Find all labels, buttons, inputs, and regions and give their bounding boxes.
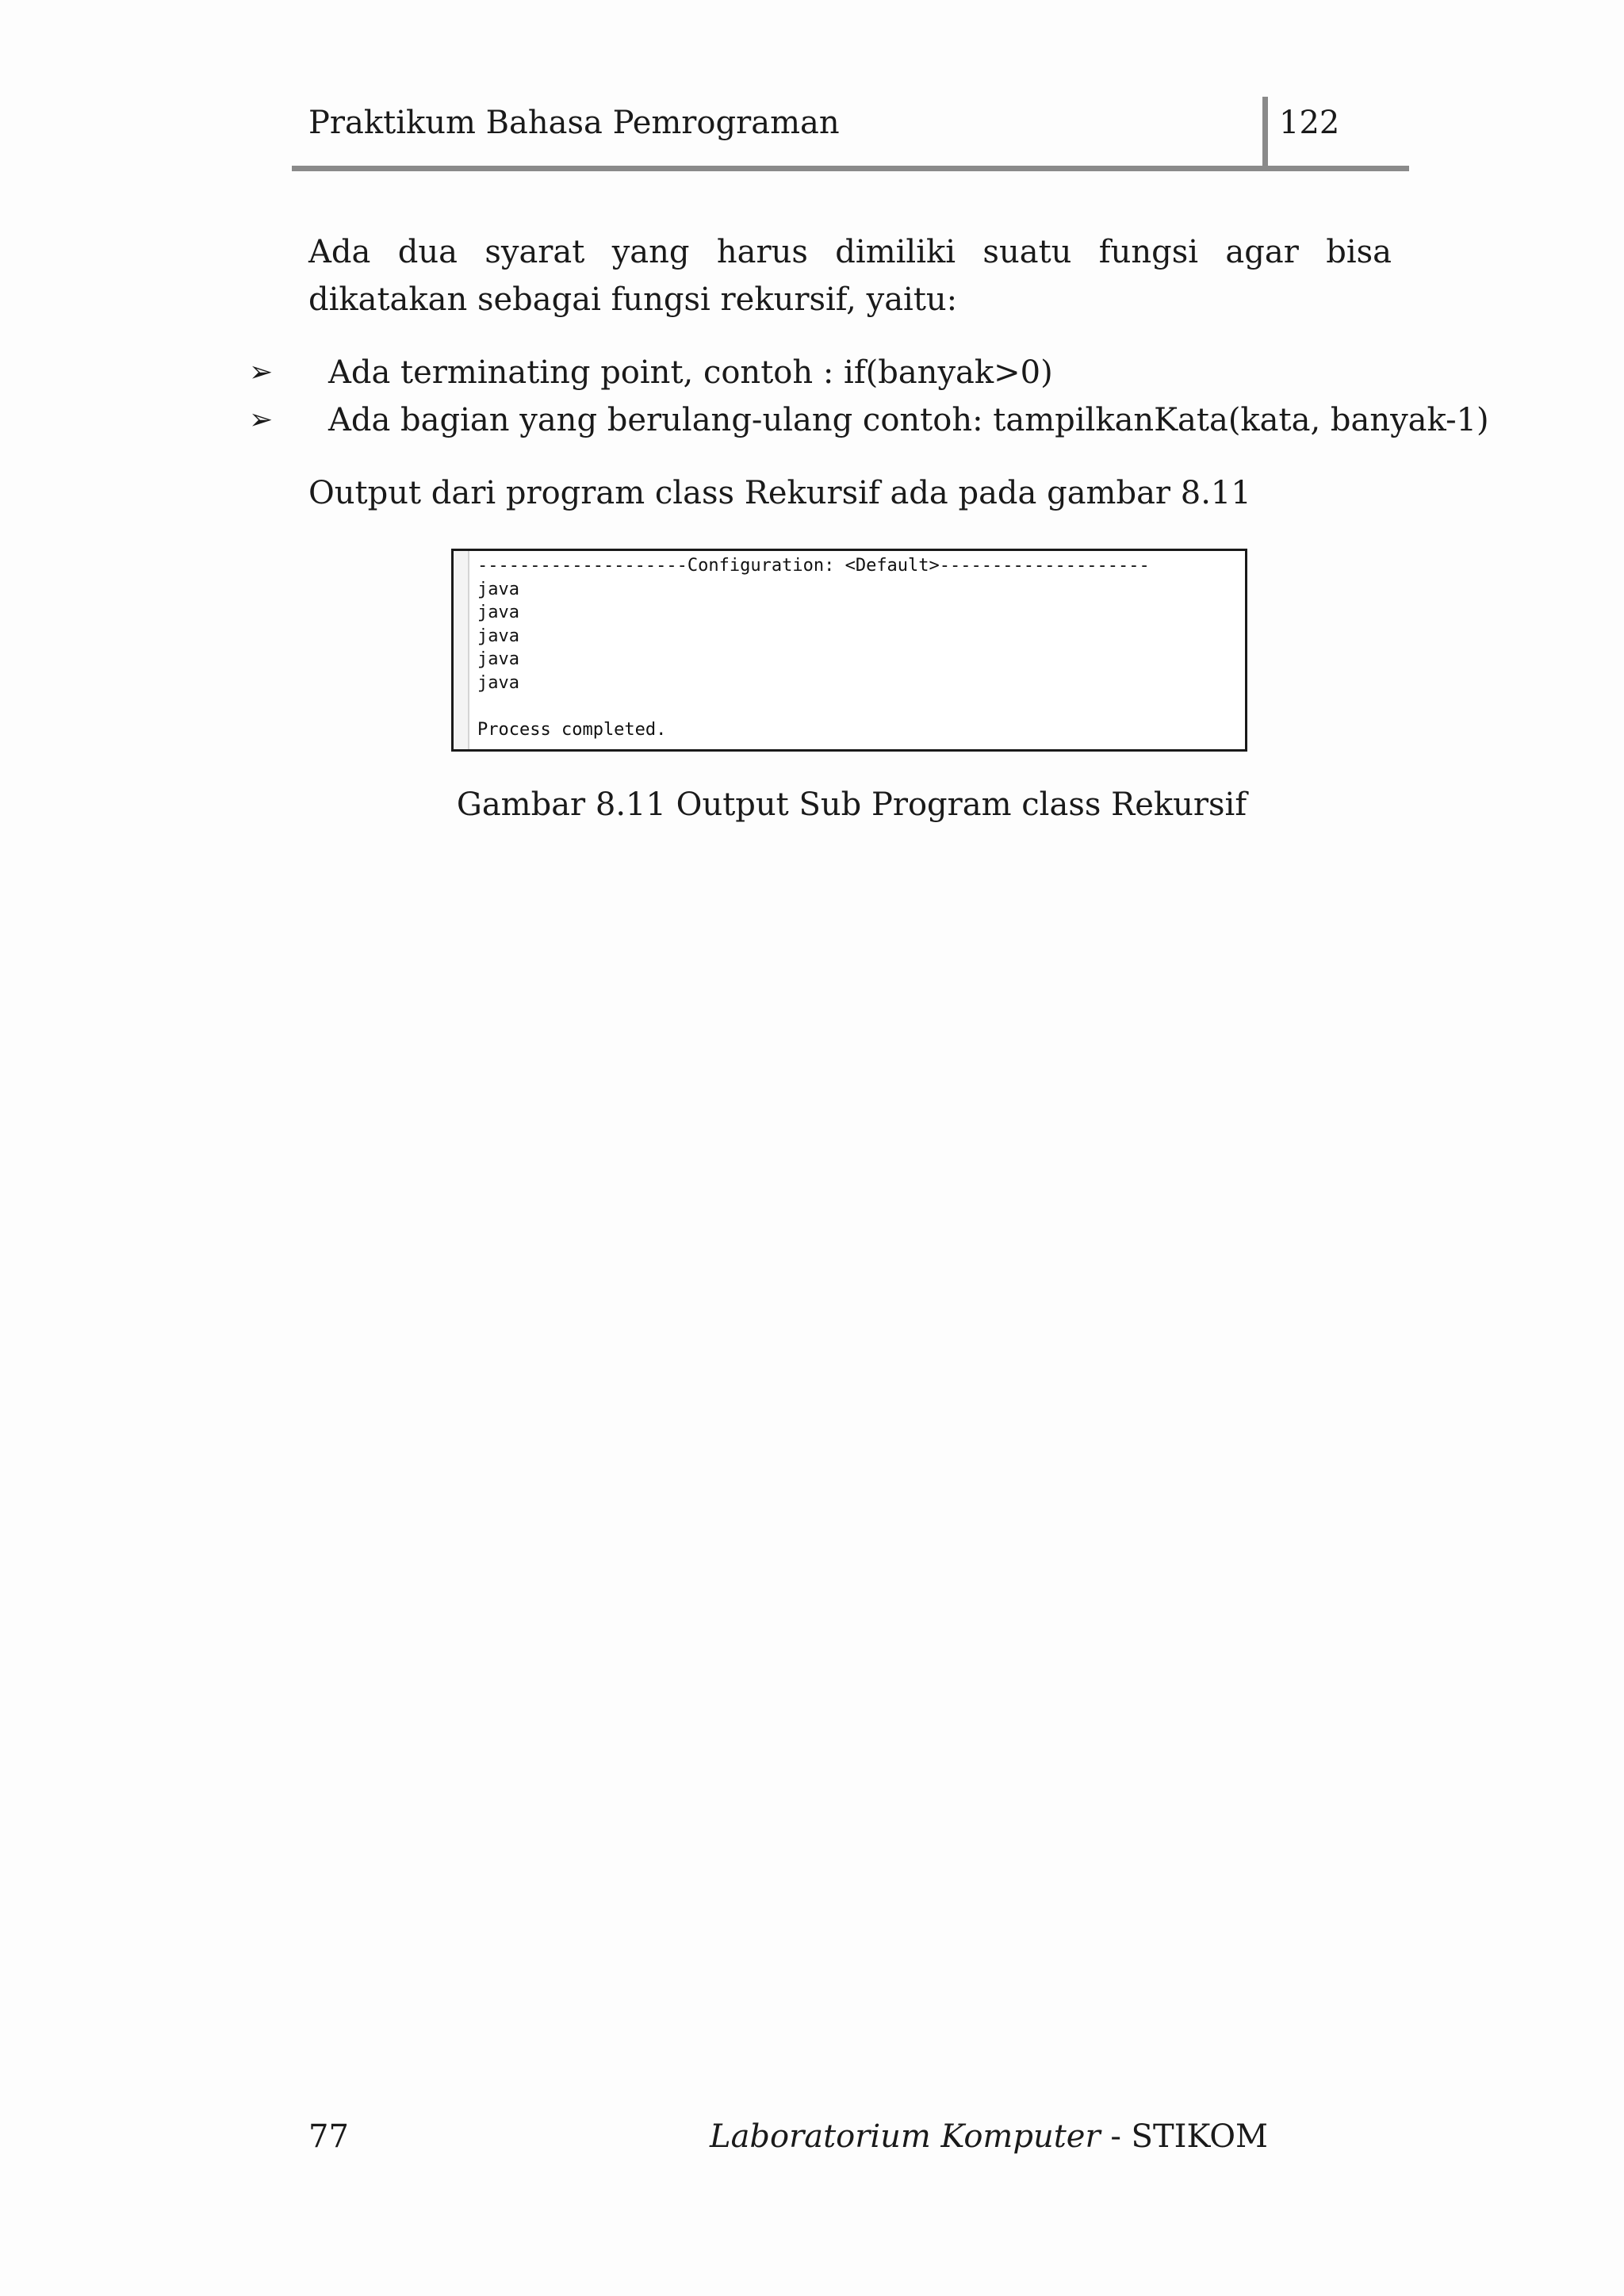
requirements-list xyxy=(249,349,1489,444)
intro-paragraph: Ada dua syarat yang harus dimiliki suatu fungsi agar bisa dikatakan sebagai fungsi rekursif, yaitu: xyxy=(308,234,1392,318)
arrow-bullet-icon: ➢ xyxy=(249,356,274,388)
console-gutter xyxy=(454,551,469,749)
footer-lab-rest: - STIKOM xyxy=(1100,2118,1268,2155)
running-header-title: Praktikum Bahasa Pemrograman xyxy=(308,105,840,141)
header-page-number: 122 xyxy=(1279,105,1340,141)
list-item xyxy=(249,349,1438,396)
list-item-text: Ada bagian yang berulang-ulang contoh: tampilkanKata(kata, banyak-1) xyxy=(328,402,1489,438)
figure-caption: Gambar 8.11 Output Sub Program class Rekursif xyxy=(456,786,1247,823)
footer-lab-italic: Laboratorium Komputer xyxy=(710,2118,1101,2155)
output-intro: Output dari program class Rekursif ada pada gambar 8.11 xyxy=(308,475,1251,511)
header-rule xyxy=(292,166,1409,171)
footer-lab-name xyxy=(710,2118,1268,2155)
list-item-text: Ada terminating point, contoh : if(banyak>0) xyxy=(328,354,1053,391)
console-text: --------------------Configuration: <Default>-------------------- java java java java java Process completed. xyxy=(477,556,1150,740)
header-divider xyxy=(1262,97,1268,168)
console-output-figure xyxy=(451,549,1247,752)
arrow-bullet-icon: ➢ xyxy=(249,404,274,436)
footer-page-number: 77 xyxy=(308,2118,349,2155)
list-item xyxy=(249,396,1489,444)
